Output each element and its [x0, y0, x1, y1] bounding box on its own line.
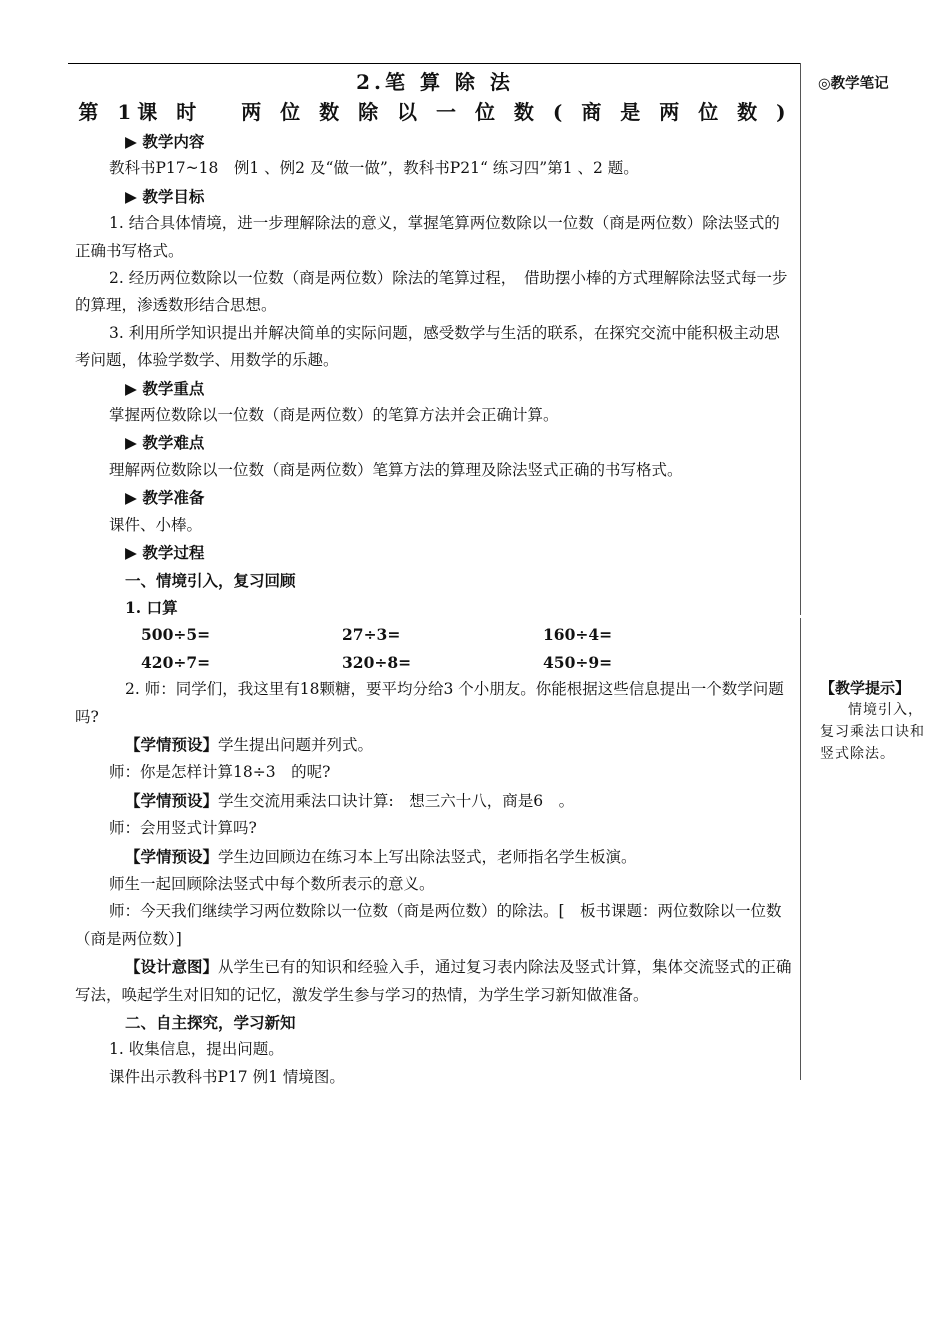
preset-text: 学生交流用乘法口诀计算: 想三六十八，商是6 。: [218, 791, 575, 810]
goal-3: 3. 利用所学知识提出并解决简单的实际问题，感受数学与生活的联系，在探究交流中能积极主动思考问题，体验学数学、用数学的乐趣。: [75, 323, 780, 370]
tip-body: 情境引入，复习乘法口诀和竖式除法。: [820, 702, 925, 762]
teaching-notes-label: ◎教学笔记: [818, 75, 889, 92]
preset-tag: 【学情预设】: [125, 734, 219, 754]
preset-2: [75, 787, 795, 815]
part-1-heading: 一、情境引入，复习回顾: [125, 570, 296, 590]
step-1: 1. 收集信息，提出问题。: [109, 1040, 284, 1059]
section-heading-process: ▶ 教学过程: [125, 543, 205, 563]
calc-item: 450÷9=: [543, 652, 613, 672]
teacher-line-2: 师：会用竖式计算吗?: [109, 819, 257, 838]
calc-row-2: [75, 649, 795, 676]
design-tag: 【设计意图】: [125, 957, 219, 977]
section-heading-key: ▶ 教学重点: [125, 378, 205, 398]
preset-tag: 【学情预设】: [125, 790, 219, 810]
difficulty-text: 理解两位数除以一位数（商是两位数）笔算方法的算理及除法竖式正确的书写格式。: [109, 460, 683, 479]
preset-text: 学生提出问题并列式。: [218, 735, 374, 754]
main-content: [75, 66, 795, 1091]
design-text: 从学生已有的知识和经验入手，通过复习表内除法及竖式计算，集体交流竖式的正确写法，唤起学生对旧知的记忆，激发学生参与学习的热情，为学生学习新知做准备。: [75, 958, 792, 1004]
content-text: 教科书P17~18 例1 、例2 及“做一做”，教科书P21“ 练习四”第1 、2 题。: [109, 159, 639, 178]
question-2: 2. 师：同学们，我这里有18颗糖，要平均分给3 个小朋友。你能根据这些信息提出一个数学问题吗?: [75, 680, 784, 726]
oral-calc-heading: 1. 口算: [125, 597, 178, 617]
teacher-line-4: 师：今天我们继续学习两位数除以一位数（商是两位数）的除法。[ 板书课题：两位数除以一位数（商是两位数）]: [75, 902, 782, 948]
preset-3: [75, 843, 795, 871]
section-heading-content: ▶ 教学内容: [125, 132, 205, 151]
margin-divider-calc: [800, 618, 801, 668]
design-intent: [75, 953, 795, 1009]
goal-1: 1. 结合具体情境，进一步理解除法的意义，掌握笔算两位数除以一位数（商是两位数）除法竖式的正确书写格式。: [75, 214, 780, 260]
section-heading-difficulty: ▶ 教学难点: [125, 433, 205, 453]
goal-2: 2. 经历两位数除以一位数（商是两位数）除法的笔算过程， 借助摆小棒的方式理解除法竖式每一步的算理，渗透数形结合思想。: [75, 269, 788, 315]
calc-item: 27÷3=: [342, 625, 401, 645]
margin-divider-bottom: [800, 668, 801, 1080]
top-rule: [68, 63, 800, 64]
calc-row-1: [75, 621, 795, 648]
teacher-line-1: 师：你是怎样计算18÷3 的呢?: [109, 763, 331, 782]
section-heading-goals: ▶ 教学目标: [125, 186, 205, 206]
calc-item: 500÷5=: [141, 625, 211, 645]
part-2-heading: 二、自主探究，学习新知: [125, 1013, 296, 1032]
calc-item: 160÷4=: [543, 625, 613, 645]
preset-text: 学生边回顾边在练习本上写出除法竖式，老师指名学生板演。: [218, 847, 637, 866]
margin-divider-top: [800, 63, 801, 615]
preparation-text: 课件、小棒。: [109, 515, 203, 534]
teacher-line-3: 师生一起回顾除法竖式中每个数所表示的意义。: [109, 874, 435, 893]
step-2: 课件出示教科书P17 例1 情境图。: [109, 1067, 345, 1086]
preset-tag: 【学情预设】: [125, 846, 219, 866]
chapter-title: 2.笔 算 除 法: [356, 70, 514, 94]
preset-1: [75, 731, 795, 759]
calc-item: 320÷8=: [342, 652, 412, 672]
key-text: 掌握两位数除以一位数（商是两位数）的笔算方法并会正确计算。: [109, 406, 559, 425]
teaching-tip: [820, 677, 932, 765]
section-heading-preparation: ▶ 教学准备: [125, 488, 205, 508]
tip-title: 【教学提示】: [820, 679, 911, 697]
calc-item: 420÷7=: [141, 652, 211, 672]
lesson-title: 第 1课 时 两 位 数 除 以 一 位 数 ( 商 是 两 位 数 ): [78, 100, 792, 124]
